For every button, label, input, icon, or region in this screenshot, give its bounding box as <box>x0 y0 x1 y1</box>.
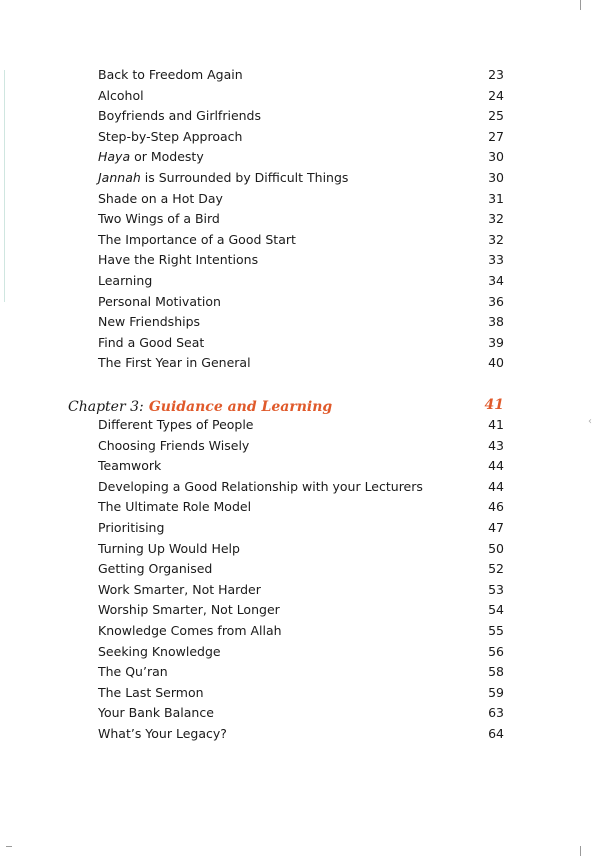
toc-entry-title: Back to Freedom Again <box>98 67 243 82</box>
toc-entry-page: 43 <box>488 437 504 453</box>
toc-entry[interactable] <box>98 703 504 723</box>
toc-entry[interactable] <box>98 477 504 497</box>
toc-entry-page: 31 <box>488 190 504 206</box>
margin-rule <box>4 70 5 302</box>
toc-entry-title: Prioritising <box>98 520 165 535</box>
toc-entry[interactable] <box>98 127 504 147</box>
toc-entry[interactable] <box>98 456 504 476</box>
toc-entry[interactable] <box>98 333 504 353</box>
toc-entry-page: 41 <box>488 417 504 432</box>
toc-entry-page: 44 <box>488 478 504 494</box>
toc-entry[interactable] <box>98 292 504 312</box>
toc-entry-page: 50 <box>488 540 504 556</box>
toc-entry-title: The First Year in General <box>98 355 251 371</box>
toc-entry-page: 33 <box>488 252 504 268</box>
toc-entry-page: 23 <box>488 67 504 82</box>
toc-entry[interactable] <box>98 600 504 620</box>
toc-entry-title: The Qu’ran <box>98 664 168 680</box>
toc-entry-title: Knowledge Comes from Allah <box>98 623 282 638</box>
toc-entry[interactable] <box>98 642 504 662</box>
toc-entry[interactable] <box>98 724 504 744</box>
toc-entry-page: 52 <box>488 561 504 577</box>
toc-entry[interactable] <box>98 662 504 682</box>
toc-entry-title: Alcohol <box>98 87 144 103</box>
toc-entry-page: 32 <box>488 211 504 227</box>
toc-entry-title: Getting Organised <box>98 561 213 577</box>
toc-entry[interactable] <box>98 65 504 85</box>
toc-entry-page: 30 <box>488 170 504 185</box>
toc-entry-page: 34 <box>488 273 504 288</box>
toc-entry-page: 58 <box>488 664 504 680</box>
toc-entry-italic-term: Haya <box>98 149 131 165</box>
toc-entry[interactable] <box>98 250 504 270</box>
chapter-label: Chapter 3: <box>68 398 144 415</box>
toc-entry-page: 47 <box>488 520 504 535</box>
toc-entry-page: 36 <box>488 293 504 309</box>
toc-entry-page: 40 <box>488 355 504 371</box>
toc-entry[interactable] <box>98 580 504 600</box>
toc-entry[interactable] <box>98 415 504 435</box>
chapter-title: Guidance and Learning <box>148 398 333 415</box>
toc-entry[interactable] <box>98 539 504 559</box>
chapter-heading[interactable] <box>68 394 504 416</box>
crop-mark <box>6 846 12 847</box>
toc-entry-page: 27 <box>488 128 504 144</box>
chapter-page-number: 41 <box>484 397 504 413</box>
toc-entry[interactable] <box>98 683 504 703</box>
toc-entry-title: Shade on a Hot Day <box>98 190 223 206</box>
toc-entry-title: Work Smarter, Not Harder <box>98 581 261 597</box>
toc-entry-title-rest: is Surrounded by Difficult Things <box>140 170 349 185</box>
toc-entry-title: The Ultimate Role Model <box>98 499 252 515</box>
toc-entry-title: Developing a Good Relationship with your Lecturers <box>98 478 423 494</box>
crop-mark <box>580 0 581 10</box>
toc-entry-title: Teamwork <box>98 458 162 474</box>
toc-entry[interactable] <box>98 518 504 538</box>
toc-entry-title: Find a Good Seat <box>98 334 205 350</box>
toc-entry[interactable] <box>98 147 504 167</box>
toc-entry-page: 64 <box>488 726 504 741</box>
toc-entry-title: Seeking Knowledge <box>98 643 221 659</box>
crop-mark <box>580 846 581 856</box>
toc-entry-title: Personal Motivation <box>98 293 221 309</box>
toc-entry-page: 38 <box>488 314 504 330</box>
toc-entry-page: 63 <box>488 705 504 721</box>
toc-entry[interactable] <box>98 106 504 126</box>
toc-entry-title: Have the Right Intentions <box>98 252 259 268</box>
toc-entry-page: 24 <box>488 87 504 103</box>
toc-entry-title: New Friendships <box>98 314 201 330</box>
registration-mark-icon: ‹ <box>588 416 592 427</box>
toc-entry[interactable] <box>98 312 504 332</box>
toc-entry[interactable] <box>98 168 504 188</box>
toc-entry-italic-term: Jannah <box>98 170 141 185</box>
toc-entry-page: 55 <box>488 623 504 638</box>
toc-entry-page: 25 <box>488 108 504 124</box>
toc-entry-title <box>98 147 204 167</box>
toc-entry[interactable] <box>98 436 504 456</box>
toc-entry-title-rest: or Modesty <box>130 149 204 165</box>
toc-entry[interactable] <box>98 209 504 229</box>
toc-entry-title: Your Bank Balance <box>98 705 214 721</box>
toc-entry[interactable] <box>98 271 504 291</box>
toc-entry-page: 54 <box>488 602 504 618</box>
toc-entry-title: Choosing Friends Wisely <box>98 437 250 453</box>
toc-entry[interactable] <box>98 353 504 373</box>
toc-entry-title: Learning <box>98 273 153 288</box>
toc-entry-title: Boyfriends and Girlfriends <box>98 108 262 124</box>
toc-entry-title: The Importance of a Good Start <box>98 231 296 247</box>
toc-entry-page: 59 <box>488 684 504 700</box>
toc-entry-title: Different Types of People <box>98 417 254 432</box>
toc-entry-page: 53 <box>488 581 504 597</box>
toc-entry-page: 44 <box>488 458 504 474</box>
toc-entry-title: Two Wings of a Bird <box>98 211 220 227</box>
toc-entry-title: Worship Smarter, Not Longer <box>98 602 280 618</box>
toc-entry[interactable] <box>98 230 504 250</box>
toc-entry-title <box>98 168 348 188</box>
toc-entry-page: 46 <box>488 499 504 515</box>
toc-entry-page: 32 <box>488 231 504 247</box>
toc-entry[interactable] <box>98 86 504 106</box>
toc-entry[interactable] <box>98 621 504 641</box>
toc-entry-title: Turning Up Would Help <box>98 540 240 556</box>
toc-entry-title: The Last Sermon <box>98 684 204 700</box>
toc-entry[interactable] <box>98 559 504 579</box>
toc-entry-title: Step-by-Step Approach <box>98 128 243 144</box>
toc-entry-page: 30 <box>488 149 504 165</box>
toc-entry-title: What’s Your Legacy? <box>98 726 227 741</box>
toc-entry-page: 39 <box>488 334 504 350</box>
toc-entry[interactable] <box>98 497 504 517</box>
toc-entry[interactable] <box>98 189 504 209</box>
toc-entry-page: 56 <box>488 643 504 659</box>
